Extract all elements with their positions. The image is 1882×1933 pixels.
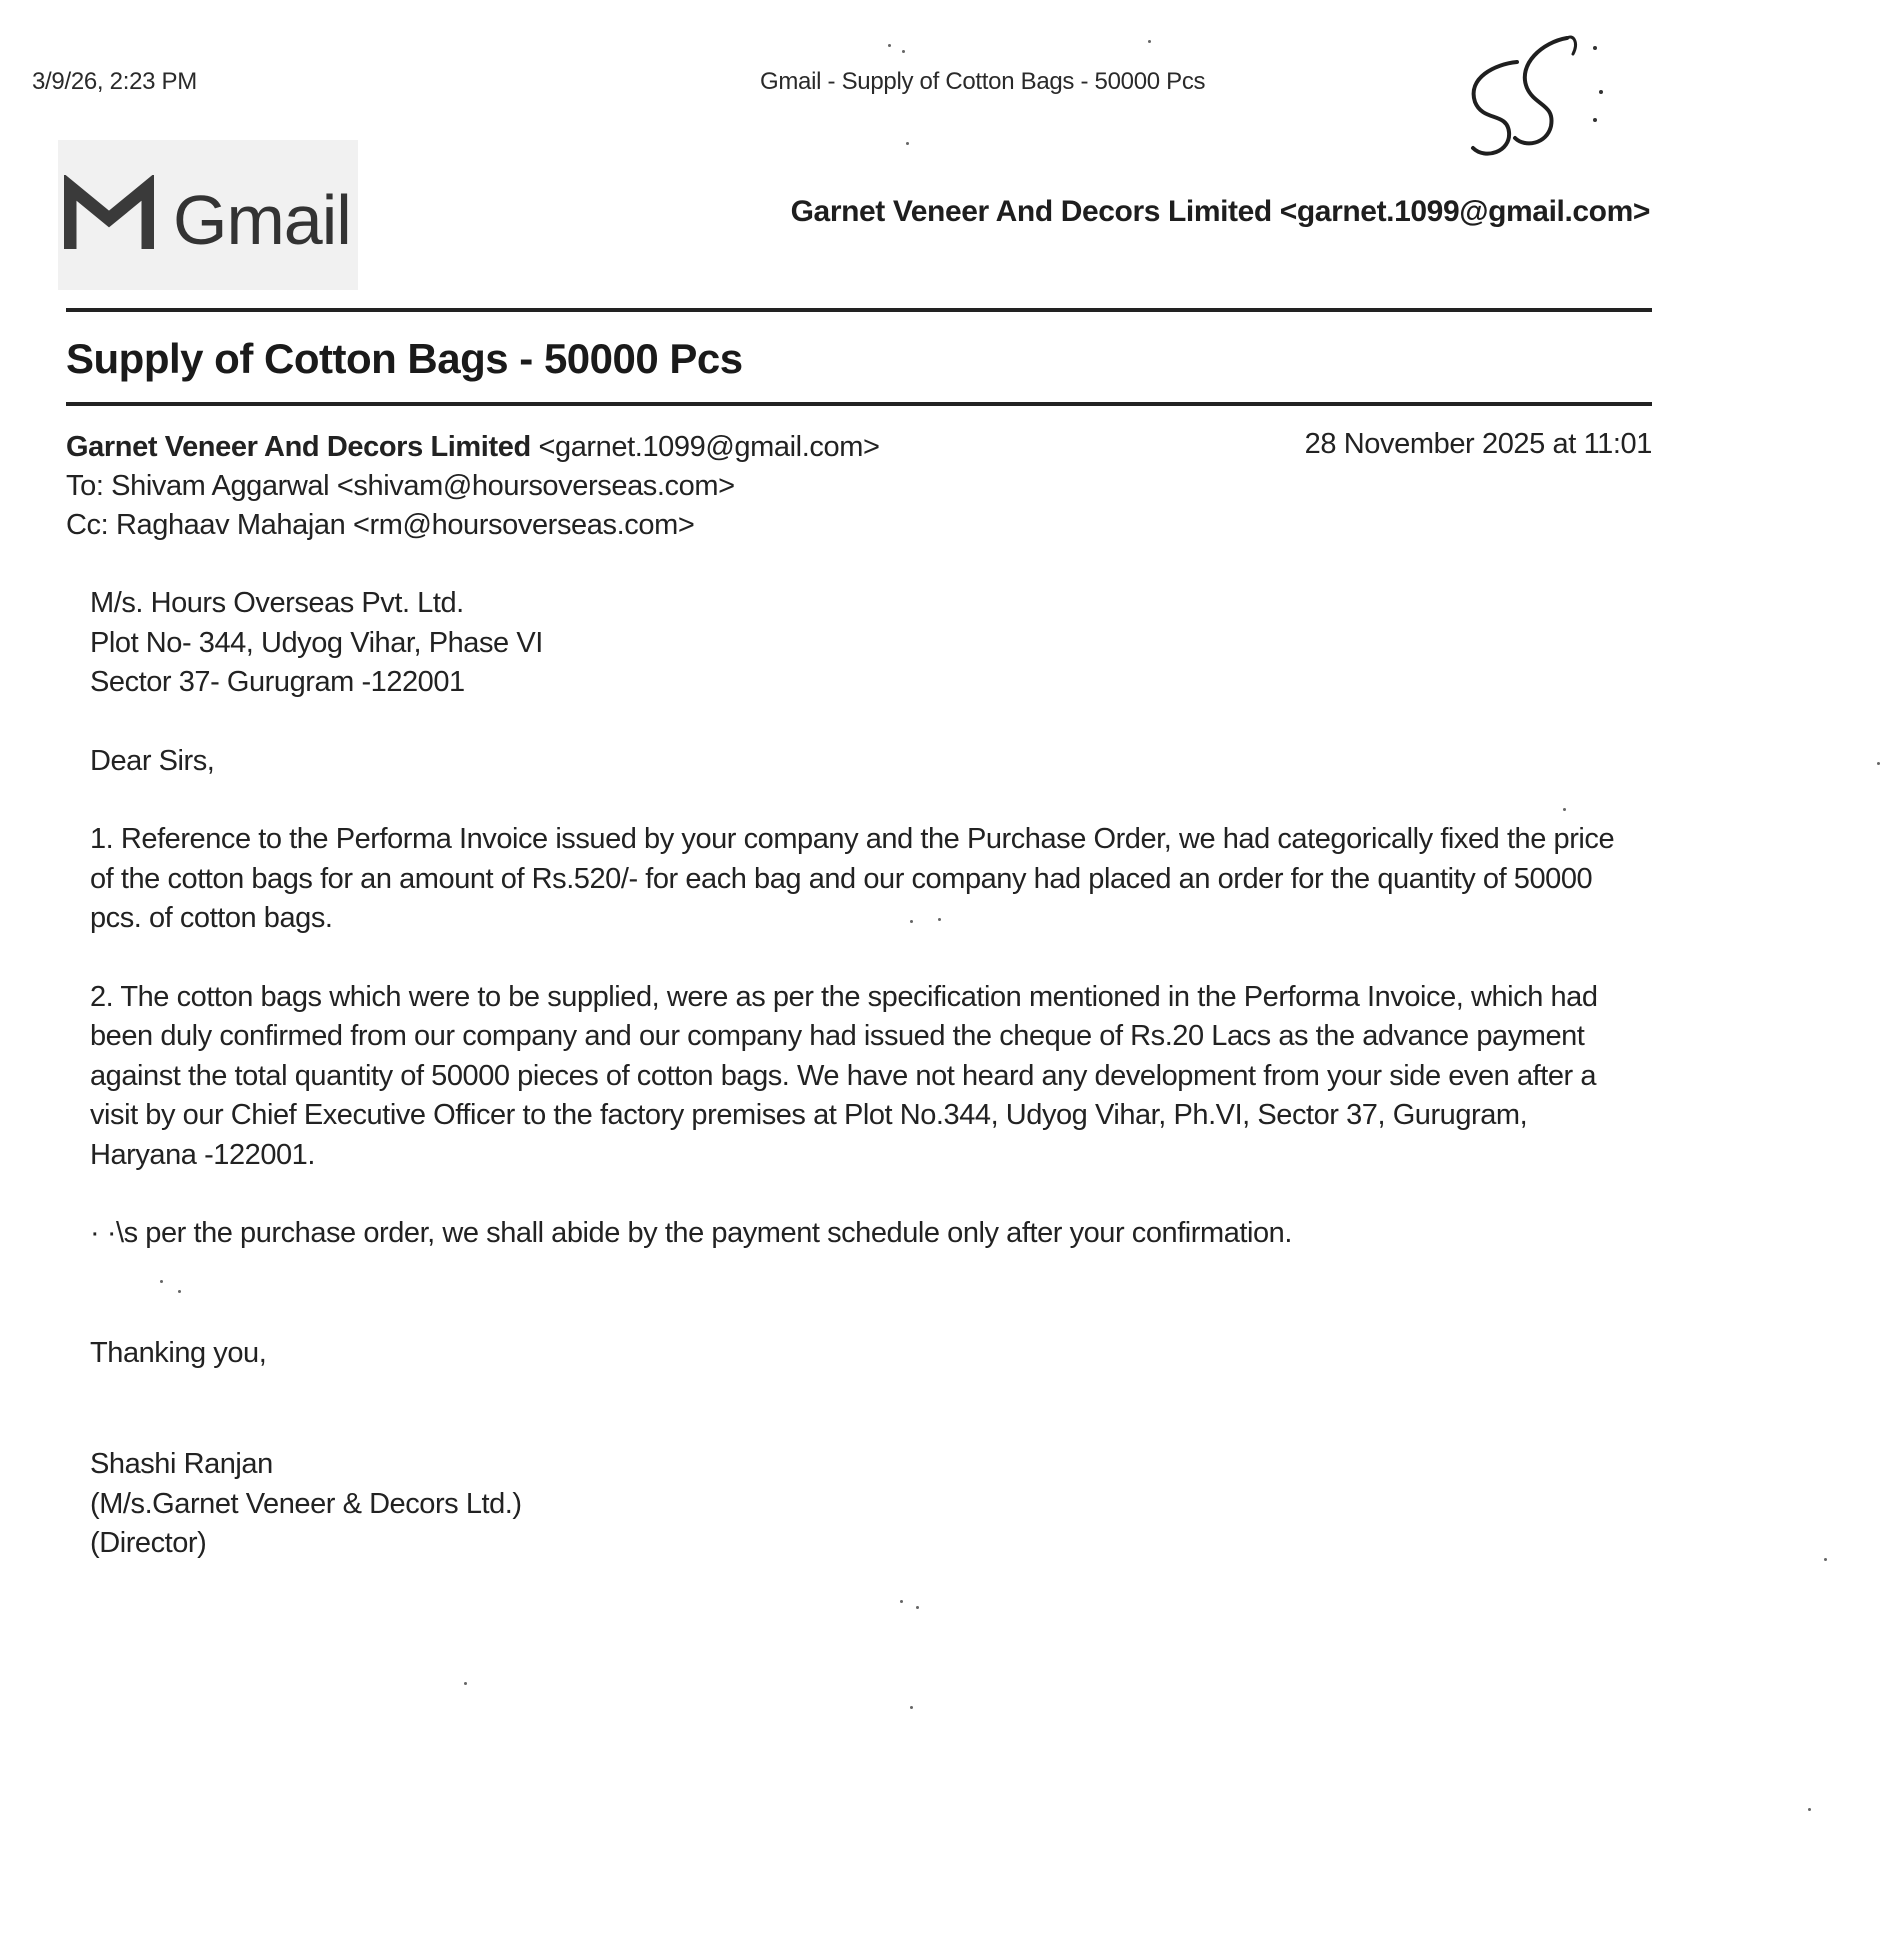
gmail-wordmark: Gmail: [173, 181, 351, 259]
email-meta: [66, 428, 1652, 545]
subject-divider-bottom: [66, 402, 1652, 406]
cc-line: Cc: Raghaav Mahajan <rm@hoursoverseas.com>: [66, 509, 695, 541]
letter-body: [90, 584, 1620, 1564]
address-line: M/s. Hours Overseas Pvt. Ltd.: [90, 587, 464, 619]
recipient-address: [90, 584, 1620, 703]
handwritten-initials-signature: [1455, 20, 1605, 170]
gmail-m-icon: [64, 175, 154, 253]
sender-email: <garnet.1099@gmail.com>: [538, 431, 880, 463]
print-timestamp: 3/9/26, 2:23 PM: [32, 68, 197, 95]
email-subject: Supply of Cotton Bags - 50000 Pcs: [66, 335, 743, 382]
signatory-name: Shashi Ranjan: [90, 1448, 273, 1480]
closing: Thanking you,: [90, 1336, 267, 1369]
print-page-title: Gmail - Supply of Cotton Bags - 50000 Pcs: [760, 68, 1206, 95]
signatory-title: (Director): [90, 1527, 207, 1559]
sender-name: Garnet Veneer And Decors Limited: [66, 431, 531, 463]
salutation: Dear Sirs,: [90, 744, 215, 777]
subject-divider-top: [66, 308, 1652, 312]
paragraph-3: · ·\s per the purchase order, we shall abide by the payment schedule only after your confirmation.: [90, 1217, 1292, 1249]
gmail-logo: [58, 140, 358, 290]
signatory-company: (M/s.Garnet Veneer & Decors Ltd.): [90, 1487, 522, 1520]
account-identity: Garnet Veneer And Decors Limited <garnet.1099@gmail.com>: [790, 195, 1650, 228]
to-line: To: Shivam Aggarwal <shivam@hoursoverseas.com>: [66, 470, 735, 502]
paragraph-1: 1. Reference to the Performa Invoice issued by your company and the Purchase Order, we had categorically fixed the price of the cotton bags for an amount of Rs.520/- for each bag and our company had placed an order for the quantity of 50000 pcs. of cotton bags.: [90, 823, 1615, 934]
sent-date: 28 November 2025 at 11:01: [1304, 428, 1652, 460]
paragraph-2: 2. The cotton bags which were to be supplied, were as per the specification mentioned in the Performa Invoice, which had been duly confirmed from our company and our company had issued the cheque of Rs.20 Lacs as the advance payment against the total quantity of 50000 pieces of cotton bags. We have not heard any development from your side even after a visit by our Chief Executive Officer to the factory premises at Plot No.344, Udyog Vihar, Ph.VI, Sector 37, Gurugram, Haryana -122001.: [90, 980, 1598, 1171]
signature-block: [90, 1445, 1620, 1564]
address-line: Sector 37- Gurugram -122001: [90, 666, 465, 698]
address-line: Plot No- 344, Udyog Vihar, Phase VI: [90, 626, 543, 659]
